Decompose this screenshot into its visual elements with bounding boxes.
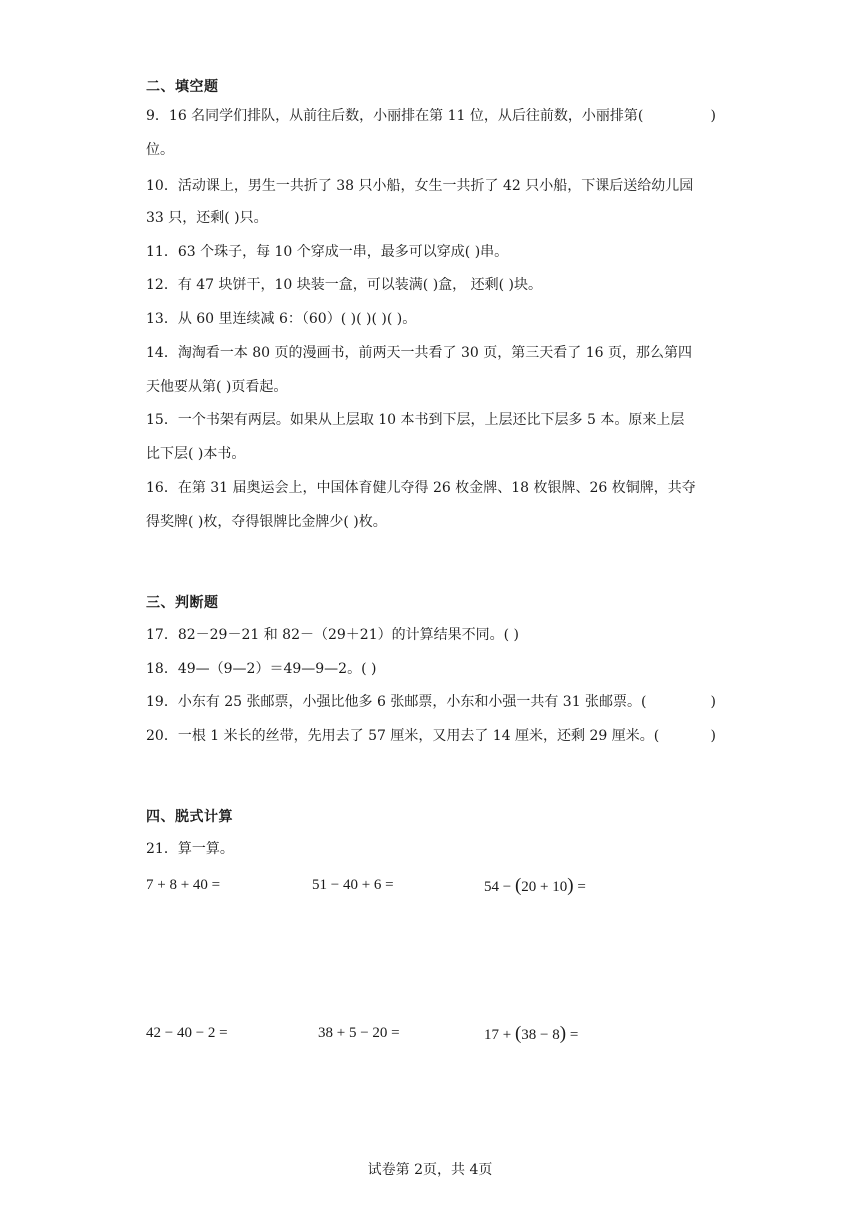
question-9-line-2: 位。 [146,142,174,158]
expression-1: 7 + 8 + 40 = [146,877,221,893]
section-title-judgement: 三、判断题 [146,595,219,611]
expression-3-inner: 20 + 10 [521,879,568,895]
question-11: 11．63 个珠子，每 10 个穿成一串，最多可以穿成( )串。 [146,244,509,260]
expression-6 [484,1023,578,1045]
expression-3-open-paren: ( [514,875,522,896]
question-9-text: 9．16 名同学们排队，从前往后数，小丽排在第 11 位，从后往前数，小丽排第( [146,108,644,124]
expression-3-close-paren: ) [567,875,574,896]
expression-6-lead: 17 + [484,1027,515,1043]
question-14-line-2: 天他要从第( )页看起。 [146,379,288,395]
question-10-line-1: 10．活动课上，男生一共折了 38 只小船，女生一共折了 42 只小船，下课后送给幼儿园 [146,178,694,194]
expression-3 [484,875,586,897]
page-footer: 试卷第 2页，共 4页 [367,1162,493,1178]
expression-6-inner: 38 − 8 [521,1027,560,1043]
question-15-line-1: 15．一个书架有两层。如果从上层取 10 本书到下层，上层还比下层多 5 本。原来上层 [146,412,685,428]
question-19-text: 19．小东有 25 张邮票，小强比他多 6 张邮票，小东和小强一共有 31 张邮票。( [146,694,647,710]
question-19 [146,692,716,712]
question-17: 17．82－29－21 和 82－（29＋21）的计算结果不同。( ) [146,627,519,643]
question-14-line-1: 14．淘淘看一本 80 页的漫画书，前两天一共看了 30 页，第三天看了 16 页，那么第四 [146,345,692,361]
expression-4: 42 − 40 − 2 = [146,1025,228,1041]
question-9-paren: ) [710,108,716,124]
question-13: 13．从 60 里连续减 6：（60）( )( )( )( )。 [146,311,417,327]
question-9-line-1 [146,106,716,126]
expression-6-close-paren: ) [559,1023,567,1044]
question-18: 18．49—（9—2）＝49—9—2。( ) [146,661,377,677]
question-16-line-1: 16．在第 31 届奥运会上，中国体育健儿夺得 26 枚金牌、18 枚银牌、26 枚铜牌，共夺 [146,480,696,496]
expression-3-lead: 54 − [484,879,515,895]
question-20-paren: ) [710,728,716,744]
question-16-line-2: 得奖牌( )枚，夺得银牌比金牌少( )枚。 [146,514,387,530]
expression-5: 38 + 5 − 20 = [318,1025,400,1041]
question-15-line-2: 比下层( )本书。 [146,446,246,462]
section-title-calculation: 四、脱式计算 [146,809,233,825]
question-21: 21．算一算。 [146,841,234,857]
expression-3-tail: = [573,879,586,895]
question-19-paren: ) [710,694,716,710]
section-title-fill-blanks: 二、填空题 [146,79,219,95]
question-20 [146,726,716,746]
question-12: 12．有 47 块饼干，10 块装一盒，可以装满( )盒， 还剩( )块。 [146,277,542,293]
question-10-line-2: 33 只，还剩( )只。 [146,210,268,226]
expression-6-tail: = [566,1027,579,1043]
expression-2: 51 − 40 + 6 = [312,877,394,893]
expression-6-open-paren: ( [514,1023,522,1044]
question-20-text: 20．一根 1 米长的丝带，先用去了 57 厘米，又用去了 14 厘米，还剩 29 厘米。( [146,728,660,744]
